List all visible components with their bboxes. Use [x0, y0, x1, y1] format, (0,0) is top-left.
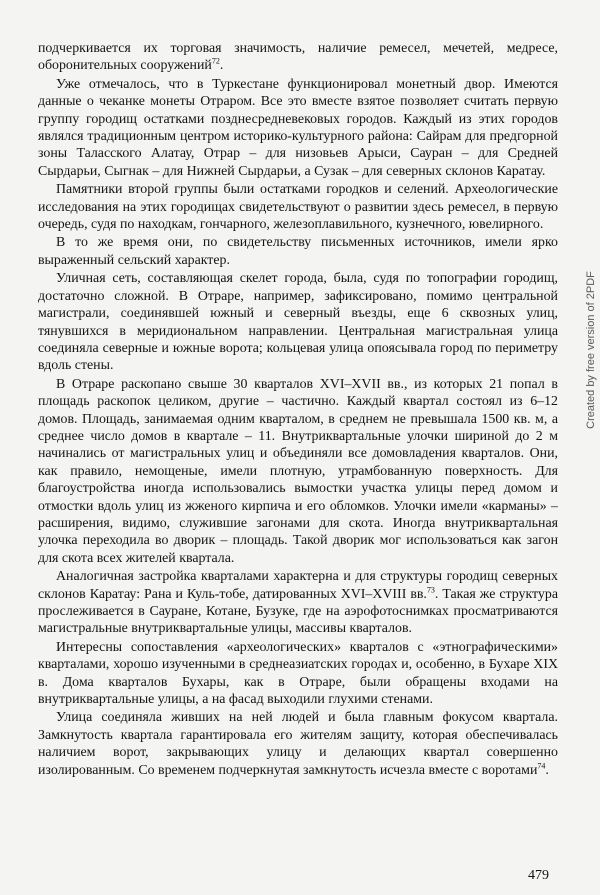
watermark [582, 200, 600, 500]
footnote-ref-72[interactable]: 72 [211, 56, 220, 66]
paragraph-1-text: подчеркивается их торговая значимость, наличие ремесел, мечетей, медресе, оборонительных сооружений [38, 41, 558, 74]
paragraph-6: В Отраре раскопано свыше 30 кварталов XVI–XVII вв., из которых 21 попал в площадь раскопок целиком, другие – частично. Каждый квартал состоял из 6–12 домов. Площадь, занимаемая одним кварталом, в среднем не превышала 1500 кв. м, а среднее число домов в квартале – 11. Внутриквартальные улочки шириной до 2 м начинались от магистральных улиц и объединяли все домовладения кварталов. Они, как правило, немощеные, имели плотную, утрамбованную поверхность. Для благоустройства иногда использовались вымостки участка улицы перед домом и отмостки вдоль улиц из жженого кирпича и его обломков. Улочки имели «карманы» – расширения, видимо, служившие загонами для скота. Иногда внутриквартальная улочка переходила во дворик – площадь. Такой дворик мог использоваться как загон для скота всех жителей квартала. [38, 376, 558, 566]
paragraph-1 [38, 40, 558, 75]
paragraph-7-text: Аналогичная застройка кварталами характерна и для структуры городищ северных склонов Каратау: Рана и Куль-тобе, датированных XVI–XVIII вв. [38, 569, 558, 602]
paragraph-5: Уличная сеть, составляющая скелет города, была, судя по топографии городищ, достаточно сложной. В Отраре, например, зафиксировано, помимо центральной магистрали, соединявшей южный и северный въезды, еще 6 сквозных улиц, тянувшихся в меридиональном направлении. Центральная магистральная улица соединяла северные и южные ворота; кольцевая улица опоясывала город по периметру вдоль стены. [38, 271, 558, 374]
paragraph-9-text: Улица соединяла живших на ней людей и была главным фокусом квартала. Замкнутость квартала гарантировала его жителям защиту, которая обеспечивалась наличием ворот, закрывающих улицу и делающих квартал совершенно изолированным. Со временем подчеркнутая замкнутость исчезла вместе с воротами [38, 710, 558, 778]
paragraph-9-tail: . [545, 762, 549, 778]
page-body [38, 40, 558, 779]
page-number: 479 [528, 868, 549, 883]
paragraph-9 [38, 709, 558, 779]
footnote-ref-74[interactable]: 74 [537, 761, 546, 771]
paragraph-1-tail: . [219, 58, 224, 74]
paragraph-7-tail: . Такая же структура прослеживается в Сауране, Котане, Бузуке, где на аэрофотоснимках просматриваются магистральные внутриквартальные улицы, массивы кварталов. [38, 586, 558, 637]
paragraph-7 [38, 568, 558, 638]
paragraph-3: Памятники второй группы были остатками городков и селений. Археологические исследования на этих городищах свидетельствуют о развитии здесь ремесел, в первую очередь, судя по находкам, гончарного, железоплавильного, кузнечного, ювелирного. [38, 182, 558, 233]
footnote-ref-73[interactable]: 73 [426, 584, 435, 594]
paragraph-2: Уже отмечалось, что в Туркестане функционировал монетный двор. Имеются данные о чеканке монеты Отраром. Все это вместе взятое позволяет считать первую группу городищ остатками позднесредневековых городов. Каждый из этих городов являлся традиционным центром историко-культурного района: Сайрам для предгорной зоны Таласского Алатау, Отрар – для низовьев Арыси, Сауран – для Средней Сырдарьи, Сыгнак – для Нижней Сырдарьи, а Сузак – для северных склонов Каратау. [38, 76, 558, 179]
watermark-text: Created by free version of 2PDF [585, 271, 597, 429]
paragraph-8: Интересны сопоставления «археологических» кварталов с «этнографическими» кварталами, хорошо изученными в среднеазиатских городах и, особенно, в Бухаре XIX в. Дома кварталов Бухары, как в Отраре, были обращены входами на внутриквартальные улицы, а на фасад выходили глухими стенами. [38, 639, 558, 708]
paragraph-4: В то же время они, по свидетельству письменных источников, имели ярко выраженный сельский характер. [38, 235, 558, 268]
